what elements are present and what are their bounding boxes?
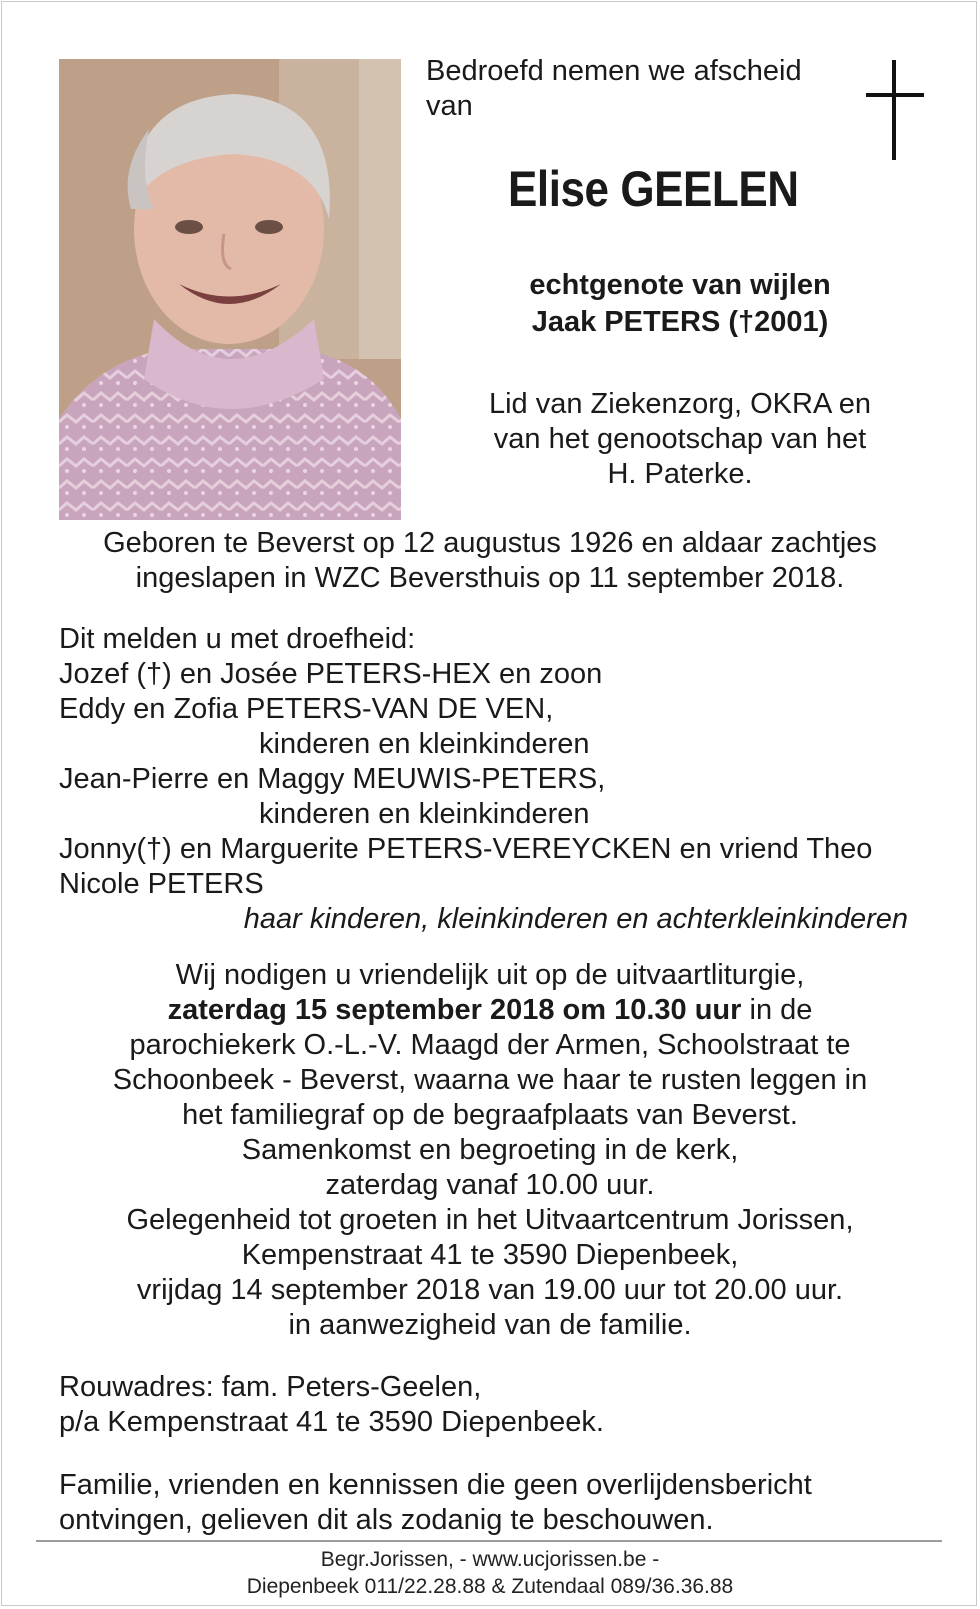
family-line: Jonny(†) en Marguerite PETERS-VEREYCKEN en vriend Theo — [59, 833, 873, 865]
notice-line-2: ontvingen, gelieven dit als zodanig te beschouwen. — [59, 1504, 714, 1536]
family-closing: haar kinderen, kleinkinderen en achterkleinkinderen — [243, 903, 908, 935]
portrait-illustration — [59, 59, 401, 520]
ceremony-line: Schoonbeek - Beverst, waarna we haar te rusten leggen in — [112, 1064, 868, 1096]
family-line: Eddy en Zofia PETERS-VAN DE VEN, — [59, 693, 554, 725]
ceremony-line: Kempenstraat 41 te 3590 Diepenbeek, — [241, 1239, 739, 1271]
spouse-line-2: Jaak PETERS (†2001) — [531, 306, 829, 338]
notice-line-1: Familie, vrienden en kennissen die geen overlijdensbericht — [59, 1469, 812, 1501]
cross-icon — [866, 60, 924, 160]
family-line: kinderen en kleinkinderen — [259, 728, 590, 760]
birth-line-1: Geboren te Beverst op 12 augustus 1926 en aldaar zachtjes — [103, 527, 877, 559]
membership-line-2: van het genootschap van het — [493, 423, 867, 455]
address-line-2: p/a Kempenstraat 41 te 3590 Diepenbeek. — [59, 1406, 604, 1438]
intro-line-1: Bedroefd nemen we afscheid — [426, 55, 802, 87]
ceremony-line: parochiekerk O.-L.-V. Maagd der Armen, Schoolstraat te — [129, 1029, 851, 1061]
family-line: Jean-Pierre en Maggy MEUWIS-PETERS, — [59, 763, 606, 795]
family-heading: Dit melden u met droefheid: — [59, 623, 416, 655]
ceremony-date-suffix: in de — [741, 994, 813, 1026]
membership-line-3: H. Paterke. — [607, 458, 753, 490]
ceremony-line: Samenkomst en begroeting in de kerk, — [241, 1134, 739, 1166]
footer-divider — [36, 1540, 942, 1542]
family-line: kinderen en kleinkinderen — [259, 798, 590, 830]
intro-line-2: van — [426, 90, 473, 122]
ceremony-line: het familiegraf op de begraafplaats van Beverst. — [182, 1099, 798, 1131]
footer-line-1: Begr.Jorissen, - www.ucjorissen.be - — [320, 1548, 660, 1571]
footer-line-2: Diepenbeek 011/22.28.88 & Zutendaal 089/36.36.88 — [246, 1575, 734, 1598]
deceased-name: Elise GEELEN — [508, 161, 799, 217]
ceremony-line: Gelegenheid tot groeten in het Uitvaartcentrum Jorissen, — [126, 1204, 854, 1236]
family-line: Jozef (†) en Josée PETERS-HEX en zoon — [59, 658, 603, 690]
ceremony-intro: Wij nodigen u vriendelijk uit op de uitvaartliturgie, — [175, 959, 805, 991]
birth-line-2: ingeslapen in WZC Beversthuis op 11 september 2018. — [135, 562, 845, 594]
spouse-line-1: echtgenote van wijlen — [529, 269, 831, 301]
portrait-photo — [59, 59, 401, 520]
ceremony-date-line — [0, 993, 980, 1028]
ceremony-line: in aanwezigheid van de familie. — [288, 1309, 692, 1341]
ceremony-line: vrijdag 14 september 2018 van 19.00 uur tot 20.00 uur. — [136, 1274, 844, 1306]
ceremony-date: zaterdag 15 september 2018 om 10.30 uur — [167, 994, 742, 1026]
membership-line-1: Lid van Ziekenzorg, OKRA en — [488, 388, 872, 420]
address-line-1: Rouwadres: fam. Peters-Geelen, — [59, 1371, 482, 1403]
ceremony-line: zaterdag vanaf 10.00 uur. — [325, 1169, 655, 1201]
family-line: Nicole PETERS — [59, 868, 264, 900]
